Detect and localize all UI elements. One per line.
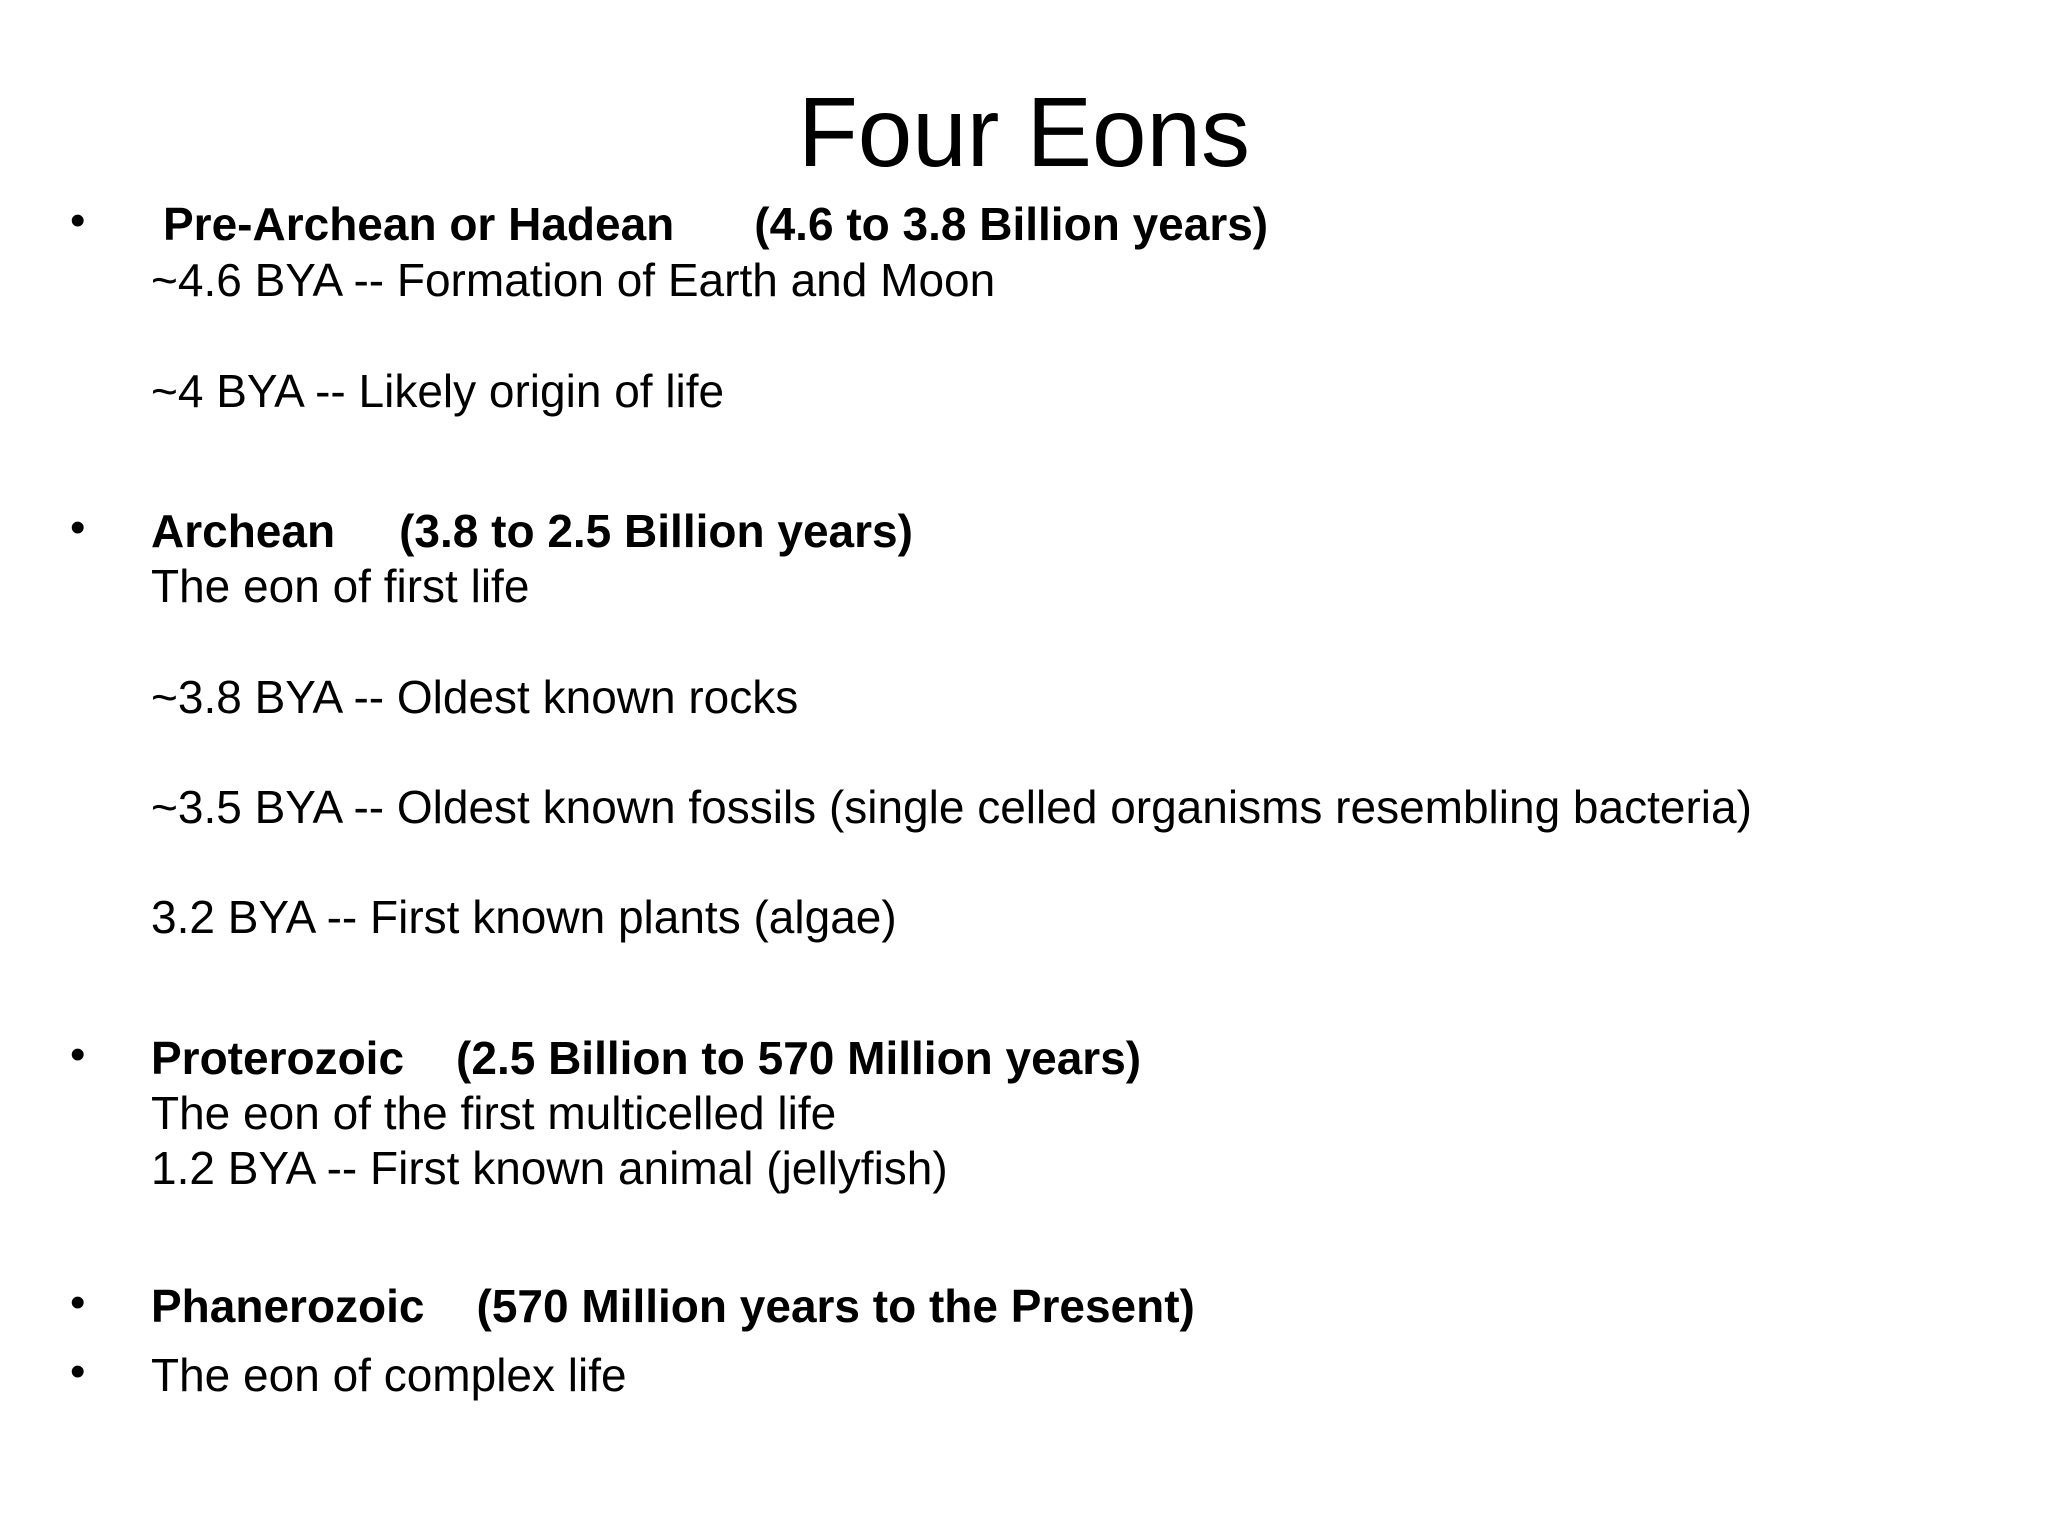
eon-detail-line: ~3.5 BYA -- Oldest known fossils (single celled organisms resembling bacteria) [151, 781, 1752, 833]
eon-detail-line: 3.2 BYA -- First known plants (algae) [151, 891, 897, 943]
eon-detail-line: The eon of the first multicelled life [151, 1087, 837, 1139]
eon-detail-line: ~4 BYA -- Likely origin of life [151, 365, 725, 417]
bullet-icon: • [70, 503, 86, 552]
eon-heading-pre-archean [163, 196, 1268, 252]
eon-range: (2.5 Billion to 570 Million years) [456, 1032, 1142, 1084]
bullet-icon: • [70, 196, 86, 245]
eon-heading-archean [151, 503, 913, 559]
eon-name: Proterozoic [151, 1032, 405, 1084]
eon-heading-proterozoic [151, 1030, 1141, 1086]
bullet-icon: • [70, 1030, 86, 1079]
bullet-icon: • [70, 1278, 86, 1327]
eon-range: (4.6 to 3.8 Billion years) [754, 198, 1269, 250]
eon-detail-line: ~4.6 BYA -- Formation of Earth and Moon [151, 254, 996, 306]
eon-range: (3.8 to 2.5 Billion years) [399, 505, 913, 557]
eon-name: Pre-Archean or Hadean [163, 198, 675, 250]
eon-detail-line: 1.2 BYA -- First known animal (jellyfish) [151, 1142, 948, 1194]
slide-title: Four Eons [797, 77, 1251, 187]
eon-name: Phanerozoic [151, 1280, 425, 1332]
eon-detail-line: The eon of complex life [151, 1349, 627, 1401]
bullet-icon: • [70, 1347, 86, 1396]
eon-range: (570 Million years to the Present) [476, 1280, 1195, 1332]
eon-heading-phanerozoic [151, 1278, 1195, 1334]
eon-name: Archean [151, 505, 336, 557]
eon-detail-line: The eon of first life [151, 560, 530, 612]
eon-detail-line: ~3.8 BYA -- Oldest known rocks [151, 671, 799, 723]
